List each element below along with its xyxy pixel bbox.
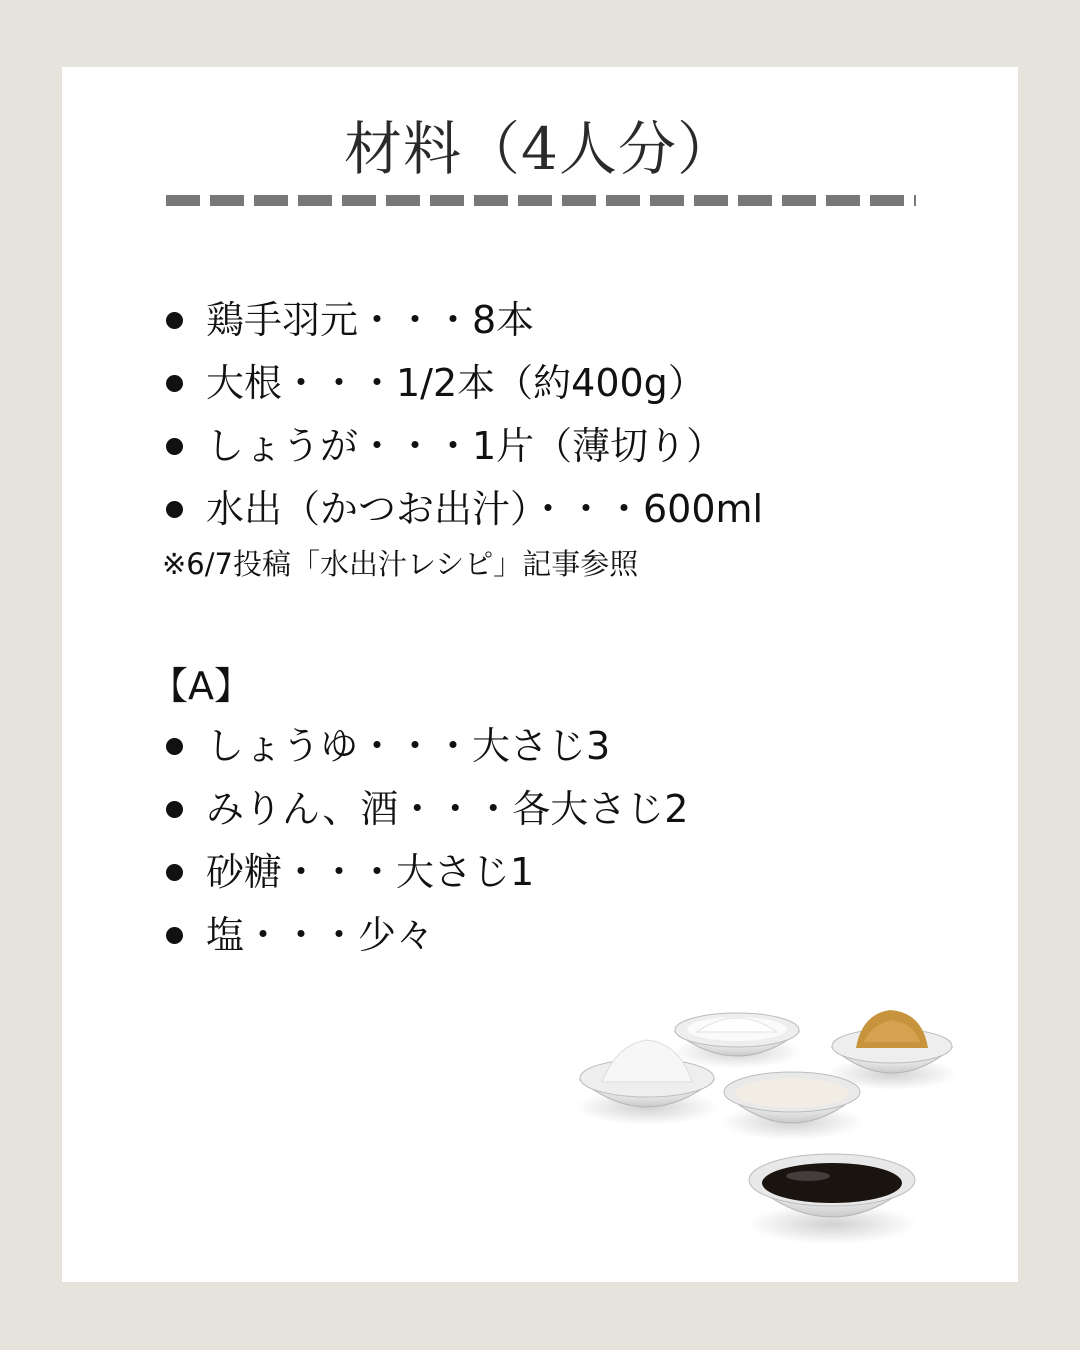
list-item	[162, 415, 763, 478]
list-item	[162, 904, 688, 967]
mirin-bowl	[720, 1072, 864, 1140]
ingredient-list	[162, 289, 763, 541]
bullet-icon	[166, 927, 183, 944]
page-title: 材料（4人分）	[344, 115, 736, 183]
sugar-bowl	[671, 1013, 803, 1068]
section-a-label: 【A】	[150, 664, 252, 708]
seasoning-bowls-image	[572, 1002, 962, 1252]
ingredient-text: しょうが・・・1片（薄切り）	[206, 424, 725, 468]
ingredient-text: 鶏手羽元・・・8本	[206, 298, 535, 342]
list-item	[162, 841, 688, 904]
reference-note: ※6/7投稿「水出汁レシピ」記事参照	[162, 547, 639, 581]
seasoning-list	[162, 715, 688, 967]
seasoning-text: しょうゆ・・・大さじ3	[206, 724, 611, 768]
seasoning-text: 砂糖・・・大さじ1	[206, 850, 535, 894]
bullet-icon	[166, 738, 183, 755]
seasoning-text: 塩・・・少々	[206, 913, 435, 957]
bullet-icon	[166, 375, 183, 392]
bullet-icon	[166, 501, 183, 518]
list-item	[162, 778, 688, 841]
bullet-icon	[166, 312, 183, 329]
recipe-card	[62, 67, 1018, 1282]
list-item	[162, 478, 763, 541]
dashed-divider	[166, 195, 916, 206]
bullet-icon	[166, 801, 183, 818]
bullet-icon	[166, 864, 183, 881]
ingredient-text: 大根・・・1/2本（約400g）	[206, 361, 706, 405]
seasoning-text: みりん、酒・・・各大さじ2	[206, 787, 689, 831]
ingredient-text: 水出（かつお出汁）・・・600ml	[206, 487, 764, 531]
bullet-icon	[166, 438, 183, 455]
miso-bowl	[826, 1010, 958, 1090]
list-item	[162, 352, 763, 415]
soy-sauce-bowl	[746, 1154, 918, 1244]
list-item	[162, 715, 688, 778]
list-item	[162, 289, 763, 352]
